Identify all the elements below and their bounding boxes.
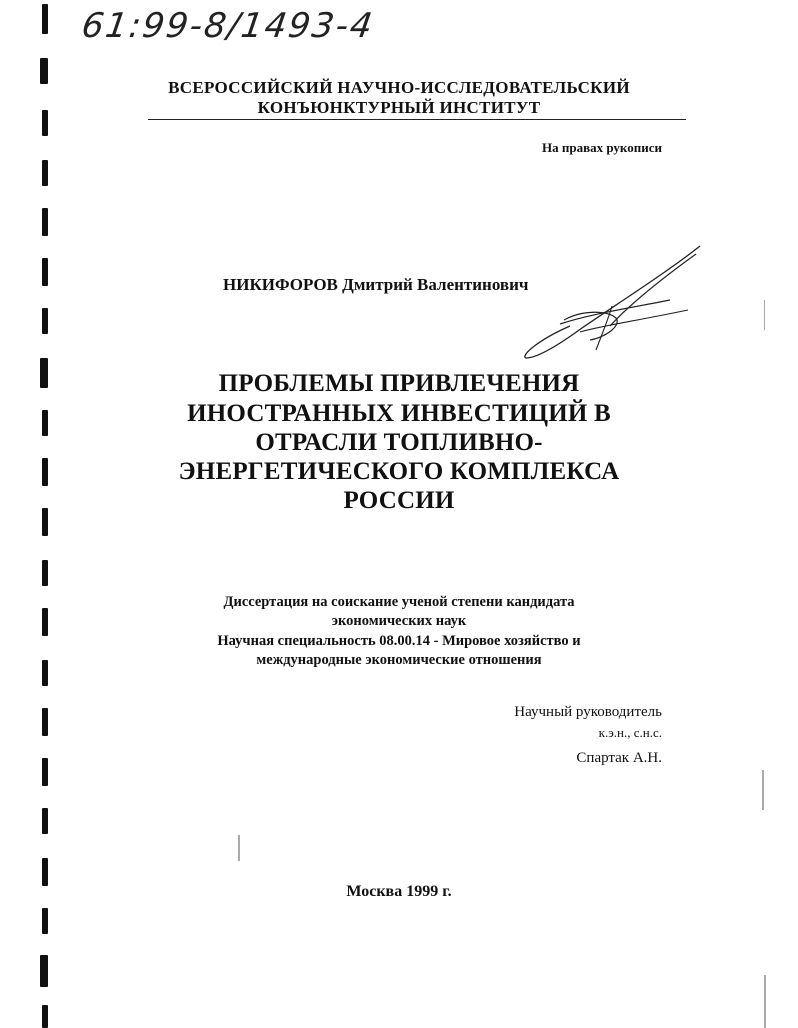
supervisor-degree: к.э.н., с.н.с. — [598, 725, 662, 740]
dissertation-line-4: международные экономические отношения — [256, 652, 542, 668]
title-line-4: ЭНЕРГЕТИЧЕСКОГО КОМПЛЕКСА — [178, 458, 620, 485]
scan-artifact — [238, 835, 240, 861]
binding-mark — [42, 908, 48, 934]
city-year: Москва 1999 г. — [346, 883, 452, 900]
institute-name-line-2: КОНЪЮНКТУРНЫЙ ИНСТИТУТ — [257, 98, 541, 117]
title-line-3: ОТРАСЛИ ТОПЛИВНО- — [255, 429, 543, 456]
binding-mark — [42, 858, 48, 886]
supervisor-name: Спартак А.Н. — [576, 750, 662, 766]
handwritten-catalog-number: 61:99-8/1493-4 — [79, 6, 377, 46]
binding-mark — [42, 258, 48, 286]
binding-mark — [42, 160, 48, 186]
dissertation-line-1: Диссертация на соискание ученой степени кандидата — [223, 594, 575, 610]
institute-name-line-1: ВСЕРОССИЙСКИЙ НАУЧНО-ИССЛЕДОВАТЕЛЬСКИЙ — [168, 78, 630, 97]
binding-mark — [42, 4, 48, 34]
scan-artifact — [764, 300, 765, 330]
header-divider — [148, 119, 686, 120]
binding-mark — [42, 308, 48, 334]
signature-image — [520, 240, 710, 365]
scan-artifact — [764, 975, 766, 1028]
binding-mark — [42, 758, 48, 786]
binding-mark — [42, 1005, 48, 1028]
binding-mark — [40, 955, 48, 987]
scan-artifact — [762, 770, 764, 810]
binding-mark — [42, 560, 48, 586]
title-line-2: ИНОСТРАННЫХ ИНВЕСТИЦИЙ В — [187, 400, 611, 427]
dissertation-line-2: экономических наук — [331, 613, 467, 629]
rights-note: На правах рукописи — [542, 140, 662, 155]
title-line-1: ПРОБЛЕМЫ ПРИВЛЕЧЕНИЯ — [218, 370, 580, 397]
author-name: НИКИФОРОВ Дмитрий Валентинович — [223, 275, 529, 294]
binding-mark — [42, 808, 48, 834]
binding-mark — [42, 208, 48, 236]
binding-mark — [42, 708, 48, 736]
dissertation-line-3: Научная специальность 08.00.14 - Мировое хозяйство и — [217, 633, 581, 649]
title-line-5: РОССИИ — [343, 487, 455, 514]
supervisor-label: Научный руководитель — [514, 704, 662, 720]
